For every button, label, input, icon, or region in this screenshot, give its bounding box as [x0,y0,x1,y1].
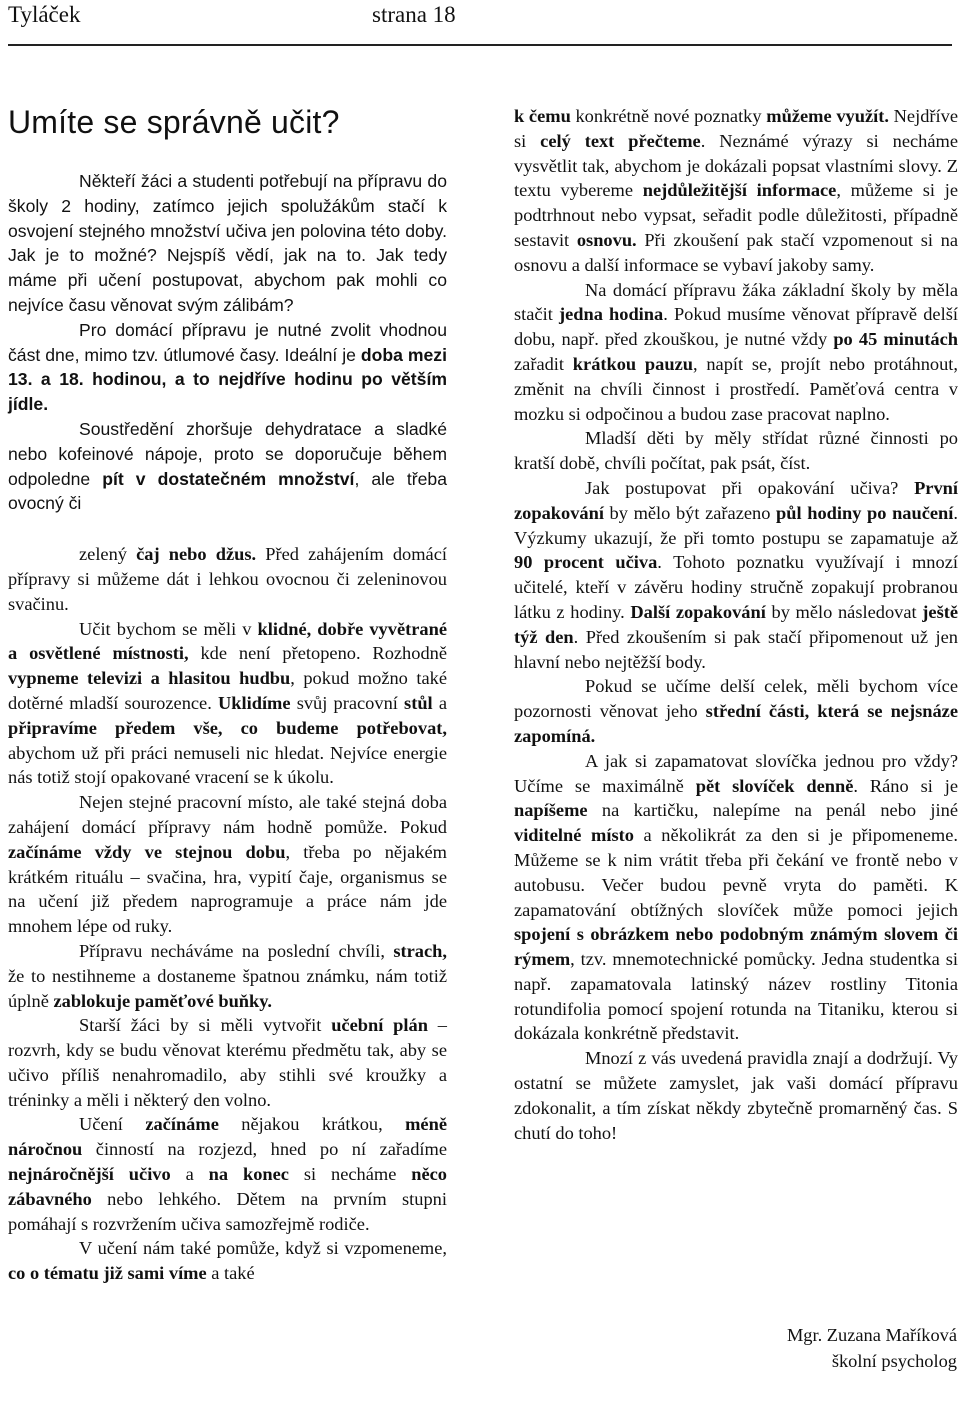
paragraph: Mladší děti by měly střídat různé činnosti po kratší době, chvíli počítat, pak psát, číst. [514,428,958,474]
paragraph: V učení nám také pomůže, když si vzpomeneme, co o tématu již sami víme a také [8,1238,447,1284]
paragraph: Někteří žáci a studenti potřebují na přípravu do školy 2 hodiny, zatímco jejich spolužákům stačí k osvojení stejného množství učiva jen polovina této doby. Jak je to možné? Nejspíš vědí, jak na to. Jak tedy máme při učení postupovat, abychom pak mohli co nejvíce času věnovat svým zálibám? [8,171,447,315]
paragraph: zelený čaj nebo džus. Před zahájením domácí přípravy si můžeme dát i lehkou ovocnou či zeleninovou svačinu. [8,544,447,614]
magazine-name: Tyláček [8,2,81,27]
paragraph: Mnozí z vás uvedená pravidla znají a dodržují. Vy ostatní se můžete zamyslet, jak vaši domácí přípravu zdokonalit, a tím získat někdy zbytečně promarněný čas. S chutí do toho! [514,1048,958,1143]
author-signature [787,1322,957,1374]
paragraph: Učení začínáme nějakou krátkou, méně náročnou činností na rozjezd, hned po ní zařadíme nejnáročnější učivo a na konec si necháme něco zábavného nebo lehkého. Dětem na prvním stupni pomáhají s rozvržením učiva samozřejmě rodiče. [8,1114,447,1234]
paragraph: Učit bychom se měli v klidné, dobře vyvětrané a osvětlené místnosti, kde není přetopeno. Rozhodně vypneme televizi a hlasitou hudbu, pokud možno také dotěrné mladší sourozence. Uklidíme svůj pracovní stůl a připravíme předem vše, co budeme potřebovat, abychom už při práci nemuseli nic hledat. Nejvíce energie nás totiž stojí opakované vracení se k úkolu. [8,618,448,788]
paragraph: Jak postupovat při opakování učiva? První zopakování by mělo být zařazeno půl hodiny po naučení. Výzkumy ukazují, že při tomto postupu se zapamatuje až 90 procent učiva. Tohoto poznatku využívají i mnozí učitelé, kteří v závěru hodiny stručně zopakují probranou látku z hodiny. Další zopakování by mělo následovat ještě týž den. Před zkoušením si pak stačí připomenout už jen hlavní nebo nejtěžší body. [514,477,959,672]
paragraph: Nejen stejné pracovní místo, ale také stejná doba zahájení domácí přípravy nám hodně pomůže. Pokud začínáme vždy ve stejnou dobu, třeba po nějakém krátkém rituálu – svačina, hra, vypití čaje, organismus se na učení již předem naprogramuje a práce nám jde mnohem lépe od ruky. [8,792,447,937]
paragraph: Přípravu necháváme na poslední chvíli, strach, že to nestihneme a dostaneme špatnou známku, nám totiž úplně zablokuje paměťové buňky. [8,940,447,1011]
author-role: školní psycholog [831,1351,957,1371]
page-number: strana 18 [372,2,456,27]
right-column [514,104,958,1145]
paragraph: k čemu konkrétně nové poznatky můžeme využít. Nejdříve si celý text přečteme. Neznámé výrazy si necháme vysvětlit tak, abychom je dokázali popsat vlastními slovy. Z textu vybereme nejdůležitější informace, můžeme si je podtrhnout nebo vypsat, seřadit podle důležitosti, případně sestavit osnovu. Při zkoušení pak stačí vzpomenout si na osnovu a další informace se vybaví jakoby samy. [514,106,958,275]
author-name: Mgr. Zuzana Maříková [786,1325,957,1345]
paragraph: A jak si zapamatovat slovíčka jednou pro vždy? Učíme se maximálně pět slovíček denně. Ráno si je napíšeme na kartičku, nalepíme na penál nebo jiné viditelné místo a několikrát za den si je připomeneme. Můžeme se k nim vrátit třeba při čekání ve frontě nebo v autobusu. Večer budou pevně vryta do paměti. K zapamatování obtížných slovíček může pomoci jejich spojení s obrázkem nebo podobným známým slovem či rýmem, tzv. mnemotechnické pomůcky. Jedna studentka si např. zapamatovala latinský název rostliny Titonia rotundifolia pomocí spojení rotunda na Titaniku, kterou si dokázala konkrétně představit. [514,750,959,1044]
paragraph: Pro domácí přípravu je nutné zvolit vhodnou část dne, mimo tzv. útlumové časy. Ideální je doba mezi 13. a 18. hodinou, a to nejdříve hodinu po větším jídle. [8,319,447,415]
paragraph: Na domácí přípravu žáka základní školy by měla stačit jedna hodina. Pokud musíme věnovat přípravě delší dobu, např. před zkouškou, je nutné vždy po 45 minutách zařadit krátkou pauzu, napít se, projít nebo protáhnout, změnit na chvíli činnost i prostředí. Paměťová centra v mozku si odpočinou a budou zase pracovat naplno. [514,279,959,424]
paragraph: Pokud se učíme delší celek, měli bychom více pozornosti věnovat jeho střední části, která se nejsnáze zapomíná. [514,676,958,746]
page-header [8,0,952,46]
article-title: Umíte se správně učit? [8,104,340,140]
paragraph: Starší žáci by si měli vytvořit učební plán – rozvrh, kdy se budu věnovat kterému předmětu tak, aby se učivo příliš nenahromadilo, aby stihli své kroužky a tréninky a měli i některý den volno. [8,1015,448,1110]
paragraph: Soustředění zhoršuje dehydratace a sladké nebo kofeinové nápoje, proto se doporučuje během odpoledne pít v dostatečném množství, ale třeba ovocný či [8,418,447,514]
left-column [8,169,447,1286]
